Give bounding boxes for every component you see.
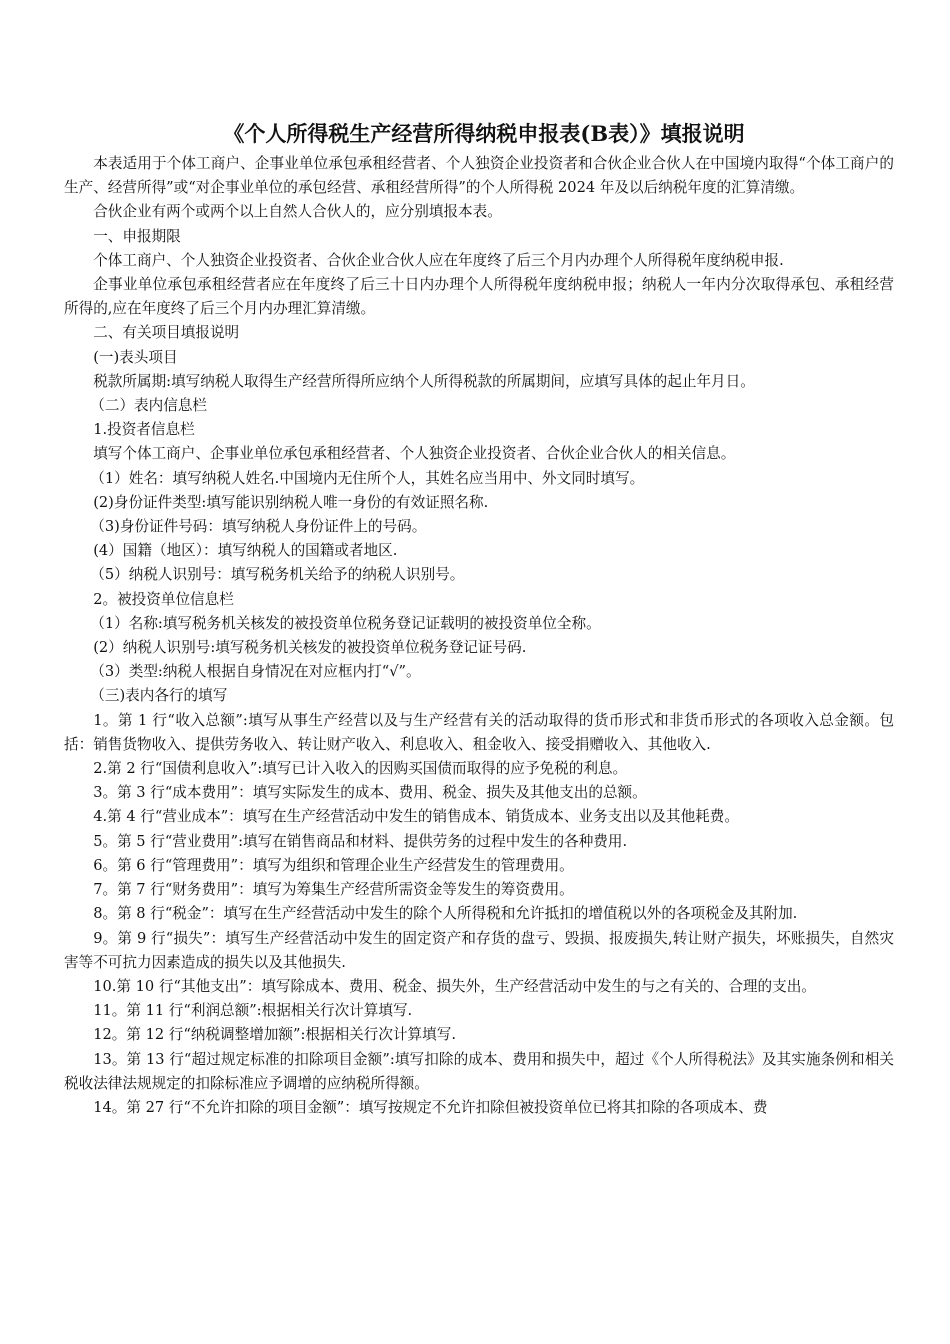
section-heading-deadline: 一、申报期限	[93, 227, 181, 245]
subheading-invested-unit: 2。被投资单位信息栏	[93, 590, 234, 608]
subheading-header-items: (一)表头项目	[93, 348, 178, 366]
item-nationality: (4）国籍（地区）：填写纳税人的国籍或者地区.	[93, 542, 398, 560]
row-item-10: 10.第 10 行“其他支出”：填写除成本、费用、税金、损失外，生产经营活动中发生的与之有关的、合理的支出。	[93, 977, 816, 995]
row-item-8: 8。第 8 行“税金”：填写在生产经营活动中发生的除个人所得税和允许抵扣的增值税以外的各项税金及其附加.	[93, 905, 798, 923]
paragraph-scope: 本表适用于个体工商户、企事业单位承包承租经营者、个人独资企业投资者和合伙企业合伙人在中国境内取得“个体工商户的生产、经营所得”或“对企事业单位的承包经营、承租经营所得”的个人所得税 2024 年及以后纳税年度的汇算清缴。	[64, 155, 894, 197]
item-id-type: (2)身份证件类型:填写能识别纳税人唯一身份的有效证照名称.	[93, 493, 489, 511]
item-unit-taxpayer-id: (2）纳税人识别号:填写税务机关核发的被投资单位税务登记证号码.	[93, 639, 527, 657]
row-item-3: 3。第 3 行“成本费用”：填写实际发生的成本、费用、税金、损失及其他支出的总额。	[93, 784, 647, 802]
section-heading-items: 二、有关项目填报说明	[93, 324, 240, 342]
item-unit-type: （3）类型:纳税人根据自身情况在对应框内打“√”。	[90, 663, 421, 681]
paragraph-deadline-individual: 个体工商户、个人独资企业投资者、合伙企业合伙人应在年度终了后三个月内办理个人所得税年度纳税申报.	[93, 251, 784, 269]
paragraph-investor-info: 填写个体工商户、企事业单位承包承租经营者、个人独资企业投资者、合伙企业合伙人的相关信息。	[93, 445, 736, 463]
item-unit-name: （1）名称:填写税务机关核发的被投资单位税务登记证载明的被投资单位全称。	[90, 614, 601, 632]
row-item-11: 11。第 11 行“利润总额”:根据相关行次计算填写.	[93, 1002, 413, 1020]
item-taxpayer-id: （5）纳税人识别号：填写税务机关给予的纳税人识别号。	[90, 566, 465, 584]
row-item-2: 2.第 2 行“国债利息收入”:填写已计入收入的因购买国债而取得的应予免税的利息。	[93, 760, 628, 778]
document-title: 《个人所得税生产经营所得纳税申报表(B表）》填报说明	[223, 121, 745, 146]
item-id-number: （3)身份证件号码：填写纳税人身份证件上的号码。	[90, 518, 427, 536]
row-item-9: 9。第 9 行“损失”：填写生产经营活动中发生的固定资产和存货的盘亏、毁损、报废损失,转让财产损失，坏账损失，自然灾害等不可抗力因素造成的损失以及其他损失.	[64, 929, 894, 971]
paragraph-deadline-contractor: 企事业单位承包承租经营者应在年度终了后三十日内办理个人所得税年度纳税申报；纳税人一年内分次取得承包、承租经营所得的,应在年度终了后三个月内办理汇算清缴。	[64, 276, 894, 318]
subheading-rows: （三)表内各行的填写	[90, 687, 228, 705]
row-item-6: 6。第 6 行“管理费用”：填写为组织和管理企业生产经营发生的管理费用。	[93, 856, 574, 874]
document-page	[64, 118, 894, 1120]
item-name: （1）姓名：填写纳税人姓名.中国境内无住所个人，其姓名应当用中、外文同时填写。	[90, 469, 645, 487]
row-item-7: 7。第 7 行“财务费用”：填写为筹集生产经营所需资金等发生的筹资费用。	[93, 881, 574, 899]
row-item-4: 4.第 4 行“营业成本”：填写在生产经营活动中发生的销售成本、销货成本、业务支出以及其他耗费。	[93, 808, 739, 826]
row-item-5: 5。第 5 行“营业费用”:填写在销售商品和材料、提供劳务的过程中发生的各种费用.	[93, 832, 628, 850]
row-item-14: 14。第 27 行“不允许扣除的项目金额”：填写按规定不允许扣除但被投资单位已将其扣除的各项成本、费	[93, 1098, 768, 1116]
paragraph-partnership: 合伙企业有两个或两个以上自然人合伙人的，应分别填报本表。	[93, 203, 502, 221]
row-item-1: 1。第 1 行“收入总额”:填写从事生产经营以及与生产经营有关的活动取得的货币形式和非货币形式的各项收入总金额。包括：销售货物收入、提供劳务收入、转让财产收入、利息收入、租金收入、接受捐赠收入、其他收入.	[64, 711, 894, 753]
paragraph-tax-period: 税款所属期:填写纳税人取得生产经营所得所应纳个人所得税款的所属期间，应填写具体的起止年月日。	[93, 372, 755, 390]
row-item-12: 12。第 12 行“纳税调整增加额”:根据相关行次计算填写.	[93, 1026, 456, 1044]
subheading-info-section: （二）表内信息栏	[90, 397, 208, 415]
subheading-investor-info: 1.投资者信息栏	[93, 421, 195, 439]
row-item-13: 13。第 13 行“超过规定标准的扣除项目金额”:填写扣除的成本、费用和损失中，超过《个人所得税法》及其实施条例和相关税收法律法规规定的扣除标准应予调增的应纳税所得额。	[64, 1050, 894, 1092]
